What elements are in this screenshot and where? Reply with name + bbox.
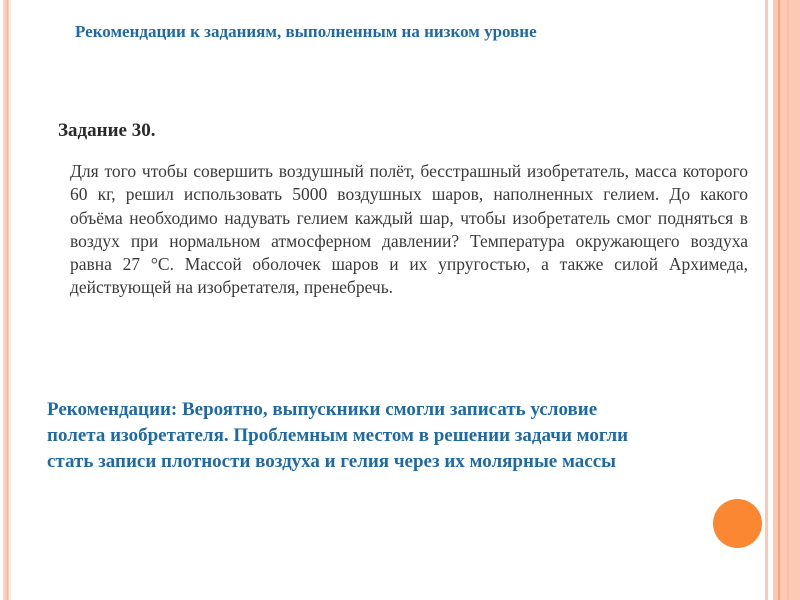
- slide-title: Рекомендации к заданиям, выполненным на низком уровне: [75, 22, 537, 41]
- stripe: [10, 0, 11, 600]
- task-heading: Задание 30.: [58, 120, 156, 141]
- stripe: [768, 0, 771, 600]
- stripe: [780, 0, 800, 600]
- stripe: [787, 0, 789, 600]
- recommendation-line: полета изобретателя. Проблемным местом в решении задачи могли: [47, 425, 629, 446]
- recommendation-text: [47, 397, 747, 475]
- recommendation-line: Рекомендации: Вероятно, выпускники смогли записать условие: [47, 399, 598, 420]
- orange-circle-icon: [713, 499, 762, 548]
- task-text: Для того чтобы совершить воздушный полёт, бесстрашный изобретатель, масса которого 60 кг, решил использовать 5000 воздушных шаров, наполненных гелием. До какого объёма необходимо надувать гелием каждый шар, чтобы изобретатель смог подняться в воздух при нормальном атмосферном давлении? Температура окружающего воздуха равна 27 °С. Массой оболочек шаров и их упругостью, а также силой Архимеда, действующей на изобретателя, пренебречь.: [70, 161, 748, 298]
- left-decorative-stripes: [0, 0, 14, 600]
- stripe: [7, 0, 8, 600]
- recommendation-line: стать записи плотности воздуха и гелия через их молярные массы: [47, 451, 616, 472]
- stripe: [778, 0, 780, 600]
